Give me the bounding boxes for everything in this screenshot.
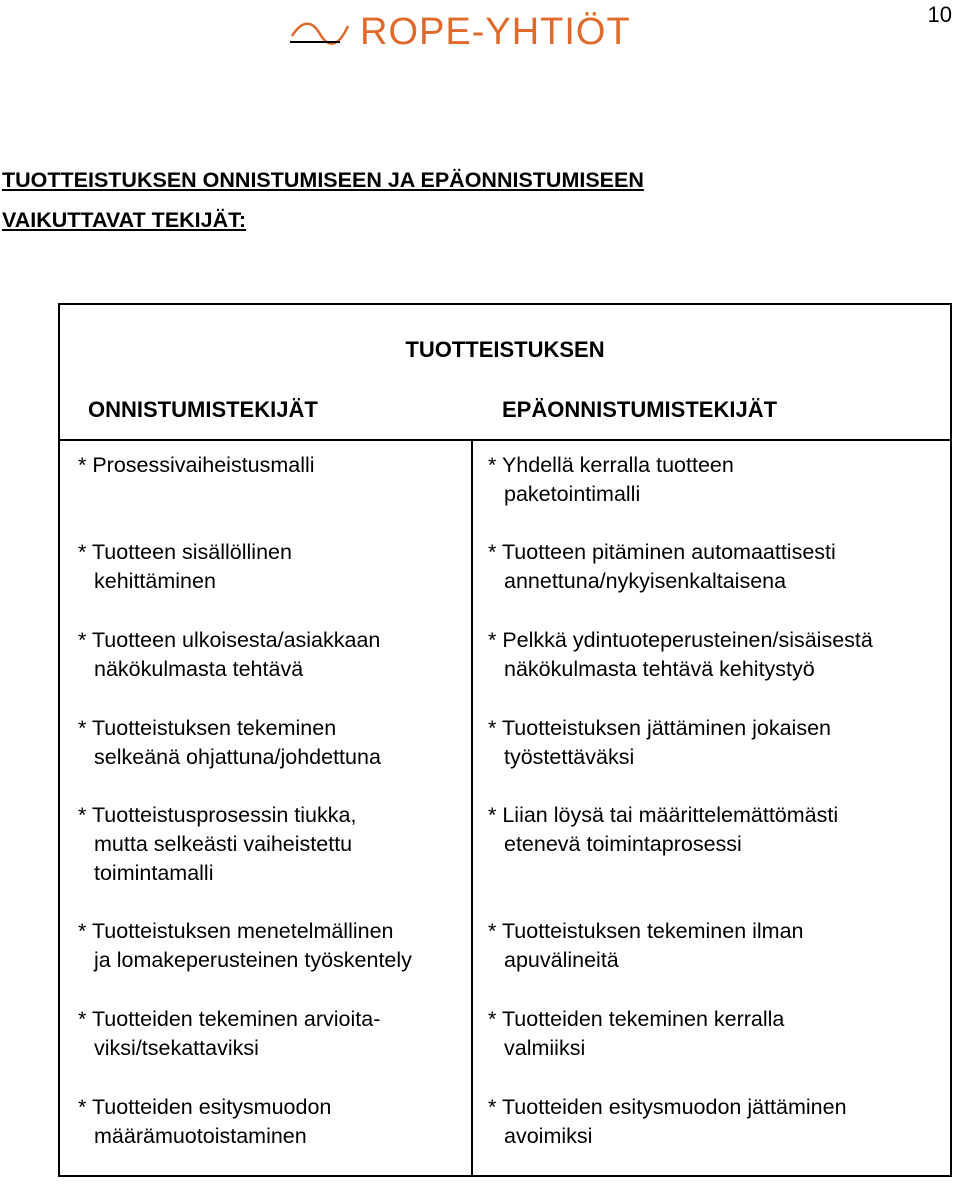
list-item: * Liian löysä tai määrittelemättömästi etenevä toimintaprosessi <box>488 803 839 856</box>
title-line-1: TUOTTEISTUKSEN ONNISTUMISEEN JA EPÄONNISTUMISEEN <box>2 168 644 192</box>
success-factors-header: ONNISTUMISTEKIJÄT <box>88 397 318 422</box>
list-item: * Tuotteiden esitysmuodon määrämuotoistaminen <box>78 1095 332 1148</box>
factors-table <box>58 303 952 1177</box>
list-item: * Yhdellä kerralla tuotteen paketointimalli <box>488 453 734 506</box>
logo-text: ROPE-YHTIÖT <box>360 11 631 53</box>
logo-wave-icon <box>288 12 354 52</box>
page-number: 10 <box>927 2 952 27</box>
list-item: * Tuotteiden tekeminen arvioita- viksi/tsekattaviksi <box>78 1007 381 1060</box>
list-item: * Prosessivaiheistusmalli <box>78 453 315 477</box>
list-item: * Tuotteistuksen tekeminen selkeänä ohjattuna/johdettuna <box>78 716 381 769</box>
list-item: * Tuotteistuksen jättäminen jokaisen työstettäväksi <box>488 716 832 769</box>
failure-factors-header: EPÄONNISTUMISTEKIJÄT <box>502 397 778 422</box>
document-title <box>2 160 644 240</box>
company-logo <box>288 12 631 52</box>
table-heading: TUOTTEISTUKSEN <box>405 337 605 362</box>
list-item: * Tuotteen pitäminen automaattisesti annettuna/nykyisenkaltaisena <box>488 540 836 593</box>
header-divider <box>60 439 950 441</box>
list-item: * Tuotteen sisällöllinen kehittäminen <box>78 540 292 593</box>
list-item: * Tuotteiden esitysmuodon jättäminen avoimiksi <box>488 1095 847 1148</box>
list-item: * Tuotteen ulkoisesta/asiakkaan näkökulmasta tehtävä <box>78 628 381 681</box>
list-item: * Tuotteistusprosessin tiukka, mutta selkeästi vaiheistettu toimintamalli <box>78 803 357 885</box>
column-divider <box>471 439 473 1175</box>
list-item: * Tuotteistuksen tekeminen ilman apuvälineitä <box>488 919 804 972</box>
list-item: * Tuotteistuksen menetelmällinen ja lomakeperusteinen työskentely <box>78 919 412 972</box>
list-item: * Tuotteiden tekeminen kerralla valmiiksi <box>488 1007 785 1060</box>
list-item: * Pelkkä ydintuoteperusteinen/sisäisestä näkökulmasta tehtävä kehitystyö <box>488 628 873 681</box>
title-line-2: VAIKUTTAVAT TEKIJÄT: <box>2 208 247 232</box>
